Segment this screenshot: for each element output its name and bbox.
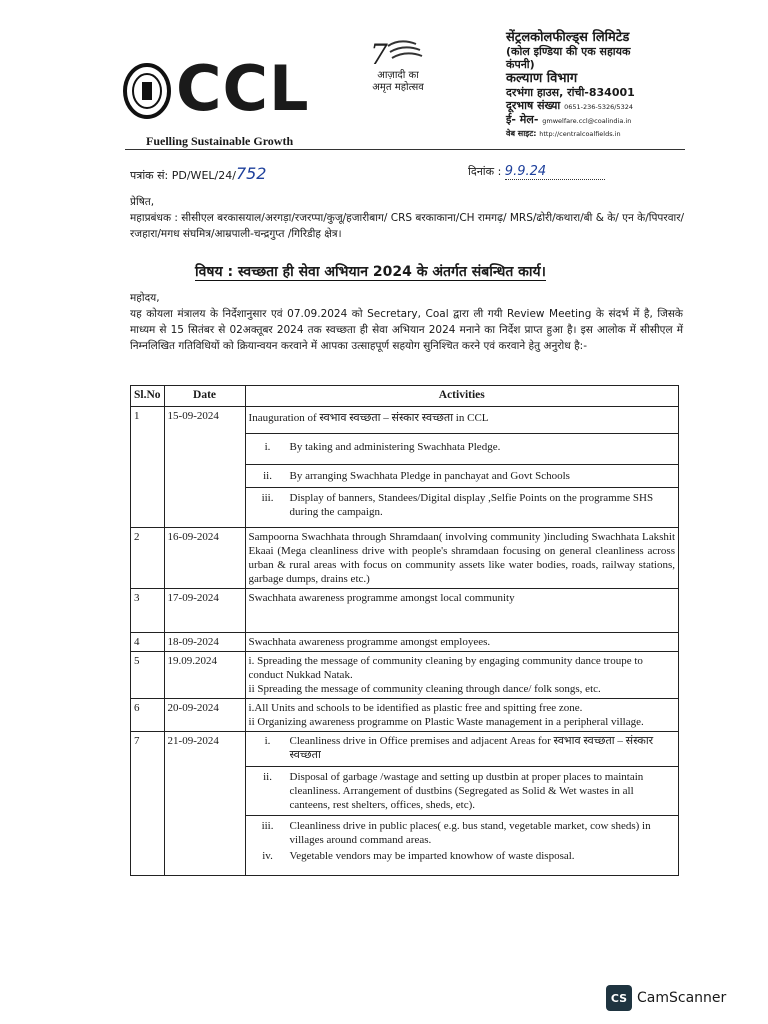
letter-date: दिनांक : 9.9.24 bbox=[468, 164, 605, 180]
camscanner-icon: CS bbox=[606, 985, 632, 1011]
table-row: 3 17-09-2024 Swachhata awareness programme amongst local community bbox=[131, 589, 679, 633]
table-row: 1 15-09-2024 Inauguration of स्वभाव स्वच्छता – संस्कार स्वच्छता in CCL i. By taking and administering Swachhata Pledge. ii. By arranging Swachhata Pledge in panchayat and Govt Schools iii. Display of banners, Standees/Digital display ,Selfie Points on the programme SHS during the campaign. bbox=[131, 407, 679, 528]
letter-body: महोदय, यह कोयला मंत्रालय के निर्देशानुसार एवं 07.09.2024 को Secretary, Coal द्वारा ली गयी Review Meeting के संदर्भ में है, जिसके माध्यम से 15 सितंबर से 02अक्तूबर 2024 तक स्वच्छता ही सेवा अभियान 2024 मनाने का निर्देश प्राप्त हुआ है। इस आलोक में सीसीएल में निम्नलिखित गतिविधियों को क्रियान्वयन करवाने में आपका उत्साहपूर्ण सहयोग सुनिश्चित करने एवं करवाने हेतु अनुरोध है:- bbox=[130, 292, 683, 352]
ccl-logo-text: CCL bbox=[176, 52, 310, 125]
list-item: ii. By arranging Swachhata Pledge in panchayat and Govt Schools bbox=[246, 464, 678, 487]
subject-line: विषय : स्वच्छता ही सेवा अभियान 2024 के अंतर्गत संबन्धित कार्य। bbox=[195, 264, 546, 280]
table-row: 5 19.09.2024 i. Spreading the message of community cleaning by engaging community dance troupe to conduct Nukkad Natak. ii Spreading the message of community cleaning through dance/ folk songs, etc. bbox=[131, 652, 679, 699]
letter-number: पत्रांक सं: PD/WEL/24/752 bbox=[130, 164, 267, 183]
list-item: i. Cleanliness drive in Office premises and adjacent Areas for स्वभाव स्वच्छता – संस्कार स्वच्छता bbox=[264, 735, 654, 761]
ccl-emblem-icon bbox=[122, 62, 172, 120]
azadi-logo-text: आज़ादी का अमृत महोत्सव bbox=[372, 70, 424, 93]
table-row: 7 21-09-2024 i. Cleanliness drive in Office premises and adjacent Areas for स्वभाव स्वच्छता – संस्कार स्वच्छता ii. Disposal of garbage /wastage and setting up dustbin at proper places to maintain cleanliness. Arrangement of dustbins (Segregated as Solid & Wet wastes in all canteens, rest shelters, offices, sheds, etc). iii. Cleanliness drive in public places( e.g. bus stand, vegetable market, cow sheds) in villages around command areas. iv. Vegetable vendors may be imparted knowhow of waste disposal. bbox=[131, 732, 679, 876]
camscanner-watermark: CS CamScanner bbox=[606, 985, 726, 1011]
svg-text:7: 7 bbox=[370, 38, 388, 71]
header-divider bbox=[125, 149, 685, 150]
table-row: 4 18-09-2024 Swachhata awareness programme amongst employees. bbox=[131, 633, 679, 652]
table-row: 2 16-09-2024 Sampoorna Swachhata through Shramdaan( involving community )including Swachhata Lakshit Ekaai (Mega cleanliness drive with people's shramdaan focusing on general cleanliness across urban & rural areas with focus on community assets like water bodies, roads, railway stations, garbage dumps, drains etc.) bbox=[131, 528, 679, 589]
activities-table bbox=[130, 385, 679, 876]
company-address: सेंट्रलकोलफील्ड्स लिमिटेड (कोल इण्डिया की एक सहायक कंपनी) कल्याण विभाग दरभंगा हाउस, रांची-834001 दूरभाष संख्या 0651-236-5326/5324 ई- मेल- gmwelfare.ccl@coalindia.in वेब साइट: http://centralcoalfields.in bbox=[506, 30, 635, 138]
addressee: प्रेषित, महाप्रबंधक : सीसीएल बरकासयाल/अरगड़ा/रजरप्पा/कुजू/हजारीबाग/ CRS बरकाकाना/CH रामगढ़/ MRS/ढोरी/कथारा/बी & के/ एन के/पिपरवार/ रजहारा/मगध संघमित्र/आम्रपाली-चन्द्रगुप्त /गिरिडीह क्षेत्र। bbox=[130, 196, 685, 240]
list-item: iii. Cleanliness drive in public places( e.g. bus stand, vegetable market, cow sheds) in villages around command areas. bbox=[246, 815, 678, 848]
list-item: i. By taking and administering Swachhata Pledge. bbox=[264, 441, 501, 453]
table-row: 6 20-09-2024 i.All Units and schools to be identified as plastic free and spitting free zone. ii Organizing awareness programme on Plastic Waste management in a peripheral village. bbox=[131, 699, 679, 732]
tagline: Fuelling Sustainable Growth bbox=[146, 134, 294, 148]
list-item: iii. Display of banners, Standees/Digital display ,Selfie Points on the programme SHS during the campaign. bbox=[246, 487, 678, 527]
list-item: ii. Disposal of garbage /wastage and setting up dustbin at proper places to maintain cleanliness. Arrangement of dustbins (Segregated as Solid & Wet wastes in all canteens, rest shelters, offices, sheds, etc). bbox=[246, 766, 678, 815]
list-item: iv. Vegetable vendors may be imparted knowhow of waste disposal. bbox=[262, 850, 575, 862]
table-header-row: Sl.No Date Activities bbox=[131, 386, 679, 407]
